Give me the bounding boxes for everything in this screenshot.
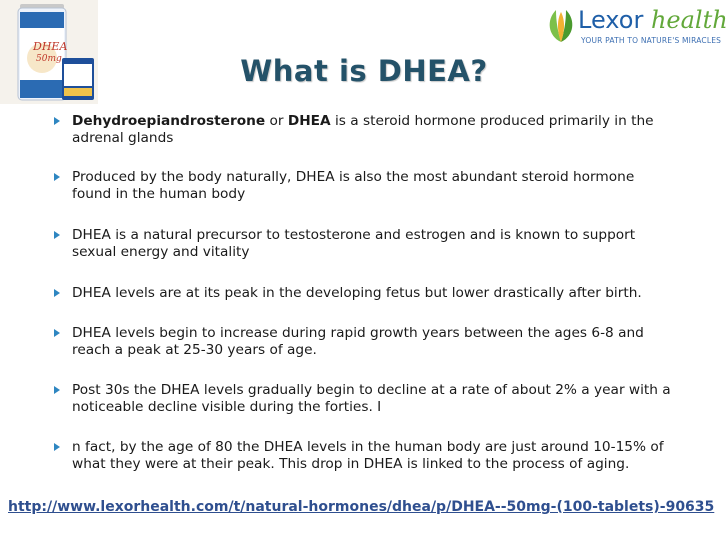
product-dose-label: 50mg (36, 54, 62, 64)
leaf-icon (544, 6, 578, 46)
bullet-text-line1 (72, 113, 654, 130)
product-url-link[interactable]: http://www.lexorhealth.com/t/natural-hormones/dhea/p/DHEA--50mg-(100-tablets)-90635 (8, 499, 715, 515)
arrow-right-icon (54, 231, 60, 239)
arrow-right-icon (54, 173, 60, 181)
bullet-text-line1: DHEA levels begin to increase during rapid growth years between the ages 6-8 and (72, 325, 644, 341)
bullet-text-line1: Post 30s the DHEA levels gradually begin to decline at a rate of about 2% a year with a (72, 382, 671, 398)
term-dehydroepiandrosterone: Dehydroepiandrosterone (72, 113, 266, 129)
bullet-text-line1: Produced by the body naturally, DHEA is also the most abundant steroid hormone (72, 169, 635, 185)
bullet-text-line2: reach a peak at 25-30 years of age. (72, 342, 317, 358)
bullet-text-line1: n fact, by the age of 80 the DHEA levels in the human body are just around 10-15% of (72, 439, 664, 455)
bullet-text-line2: what they were at their peak. This drop in DHEA is linked to the process of aging. (72, 456, 630, 472)
arrow-right-icon (54, 289, 60, 297)
bullet-text-line2: noticeable decline visible during the forties. I (72, 399, 382, 415)
bullet-text-line1: DHEA is a natural precursor to testosterone and estrogen and is known to support (72, 227, 636, 243)
term-dhea: DHEA (287, 113, 331, 129)
arrow-right-icon (54, 329, 60, 337)
bullet-text-rest: is a steroid hormone produced primarily in the (330, 113, 654, 129)
bullet-text-line1: DHEA levels are at its peak in the developing fetus but lower drastically after birth. (72, 285, 642, 301)
logo-name-health: health (643, 6, 728, 34)
lexor-health-logo[interactable] (544, 4, 728, 54)
arrow-right-icon (54, 117, 60, 125)
logo-name (578, 6, 728, 34)
page-title: What is DHEA? (240, 54, 488, 88)
arrow-right-icon (54, 443, 60, 451)
logo-tagline: YOUR PATH TO NATURE'S MIRACLES (581, 36, 722, 45)
bullet-text-line2: found in the human body (72, 186, 246, 202)
bullet-text-line2: adrenal glands (72, 130, 174, 146)
bullet-text-mid: or (265, 113, 288, 129)
arrow-right-icon (54, 386, 60, 394)
product-brand-label: DHEA (33, 40, 68, 53)
bullet-text-line2: sexual energy and vitality (72, 244, 250, 260)
product-image (0, 0, 98, 104)
logo-name-lexor: Lexor (578, 6, 644, 34)
